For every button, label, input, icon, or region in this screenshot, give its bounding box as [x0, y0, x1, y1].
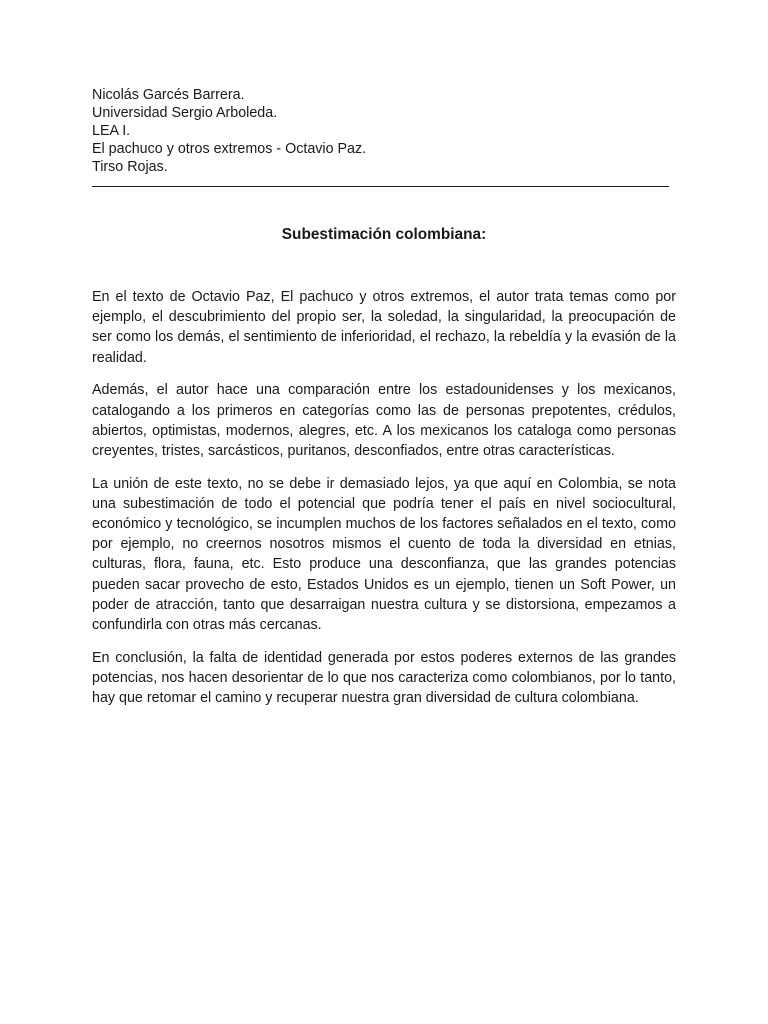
teacher-name: Tirso Rojas. — [92, 159, 168, 175]
reading-reference: El pachuco y otros extremos - Octavio Paz. — [92, 141, 367, 157]
paragraph-4: En conclusión, la falta de identidad generada por estos poderes externos de las grandes potencias, nos hacen desorientar de lo que nos caracteriza como colombianos, por lo tanto, hay que retomar el camino y recuperar nuestra gran diversidad de cultura colombiana. — [92, 649, 676, 707]
document-header — [92, 86, 682, 176]
paragraph-2: Además, el autor hace una comparación entre los estadounidenses y los mexicanos, catalogando a los primeros en categorías como las de personas prepotentes, crédulos, abiertos, optimistas, modernos, alegres, etc. A los mexicanos los cataloga como personas creyentes, tristes, sarcásticos, puritanos, desconfiados, entre otras características. — [92, 382, 676, 459]
university-name: Universidad Sergio Arboleda. — [92, 105, 278, 121]
course-name: LEA I. — [92, 123, 131, 139]
author-name: Nicolás Garcés Barrera. — [92, 87, 245, 103]
essay-title: Subestimación colombiana: — [281, 226, 487, 243]
essay-body — [92, 287, 676, 721]
paragraph-3: La unión de este texto, no se debe ir demasiado lejos, ya que aquí en Colombia, se nota una subestimación de todo el potencial que podría tener el país en nivel sociocultural, económico y tecnológico, se incumplen muchos de los factores señalados en el texto, como por ejemplo, no creernos nosotros mismos el cuento de toda la diversidad en etnias, culturas, flora, fauna, etc. Esto produce una desconfianza, que las grandes potencias pueden sacar provecho de esto, Estados Unidos es un ejemplo, tienen un Soft Power, un poder de atracción, tanto que desarraigan nuestra cultura y se distorsiona, empezamos a confundirla con otras más cercanas. — [92, 475, 676, 634]
paragraph-1: En el texto de Octavio Paz, El pachuco y otros extremos, el autor trata temas como por ejemplo, el descubrimiento del propio ser, la soledad, la singularidad, la preocupación de ser como los demás, el sentimiento de inferioridad, el rechazo, la rebeldía y la evasión de la realidad. — [92, 289, 676, 366]
header-divider — [92, 186, 669, 187]
